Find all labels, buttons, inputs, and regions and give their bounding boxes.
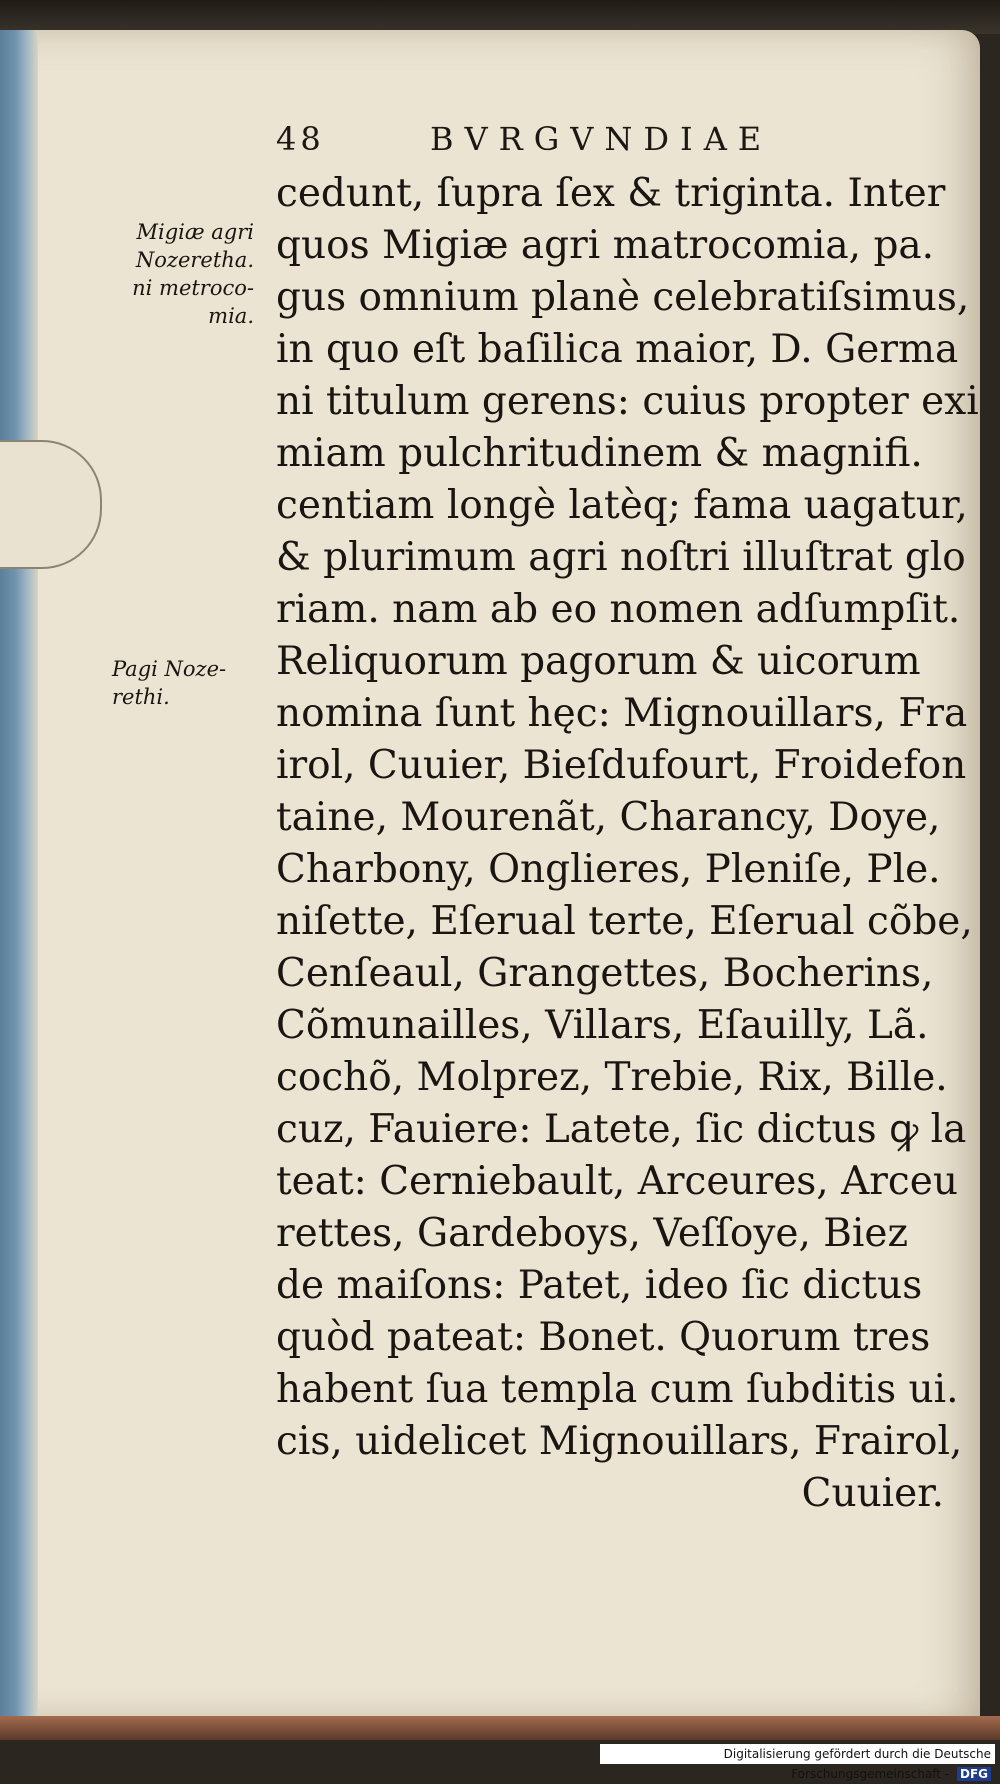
text-line: gus omnium planè celebratiſsimus,	[276, 275, 970, 320]
book-bottom-edge	[0, 1716, 1000, 1740]
text-line: in quo eſt baſilica maior, D. Germa	[276, 327, 959, 372]
dfg-logo: DFG	[957, 1767, 991, 1781]
text-line: quòd pateat: Bonet. Quorum tres	[276, 1315, 931, 1360]
text-line: niſette, Eſerual terte, Eſerual cõbe,	[276, 899, 973, 944]
marginal-line: Migiæ agri	[136, 220, 254, 244]
text-line: Cõmunailles, Villars, Eſauilly, Lã.	[276, 1003, 929, 1048]
marginal-note-2	[88, 655, 278, 711]
text-line: ni titulum gerens: cuius propter exi	[276, 379, 979, 424]
text-line: nomina ſunt hęc: Mignouillars, Fra	[276, 691, 968, 736]
text-line: irol, Cuuier, Bieſdufourt, Froidefon	[276, 743, 967, 788]
marginal-line: mia.	[208, 304, 254, 328]
text-line: teat: Cerniebault, Arceures, Arceu	[276, 1159, 958, 1204]
body-text	[276, 168, 979, 1520]
text-line: cedunt, ſupra ſex & triginta. Inter	[276, 171, 946, 216]
catchword-line: Cuuier.	[801, 1471, 944, 1516]
text-line: & plurimum agri noſtri illuſtrat glo	[276, 535, 966, 580]
marginal-line: ni metroco-	[132, 276, 254, 300]
text-line: Reliquorum pagorum & uicorum	[276, 639, 921, 684]
marginal-note-1	[88, 218, 254, 330]
marginal-line: Nozeretha.	[135, 248, 254, 272]
page-number: 48	[276, 120, 325, 158]
text-line: rettes, Gardeboys, Veſſoye, Biez	[276, 1211, 909, 1256]
marginal-line: Pagi Noze-	[112, 657, 227, 681]
text-line: de maiſons: Patet, ideo ſic dictus	[276, 1263, 923, 1308]
text-line: miam pulchritudinem & magnifi.	[276, 431, 923, 476]
dfg-footer	[600, 1744, 995, 1781]
text-line: Cenſeaul, Grangettes, Bocherins,	[276, 951, 934, 996]
text-line: taine, Mourenãt, Charancy, Doye,	[276, 795, 941, 840]
text-line: Charbony, Onglieres, Pleniſe, Ple.	[276, 847, 941, 892]
footer-text: Digitalisierung gefördert durch die Deutsche Forschungsgemeinschaft -	[723, 1747, 991, 1781]
text-line: centiam longè latèq; fama uagatur,	[276, 483, 968, 528]
text-line: cochõ, Molprez, Trebie, Rix, Bille.	[276, 1055, 948, 1100]
text-line: quos Migiæ agri matrocomia, pa.	[276, 223, 935, 268]
text-line: riam. nam ab eo nomen adſumpſit.	[276, 587, 961, 632]
book-top-edge	[0, 0, 1000, 34]
marginal-line: rethi.	[112, 685, 170, 709]
text-line: cuz, Fauiere: Latete, ſic dictus ꝙ la	[276, 1107, 967, 1152]
running-title: BVRGVNDIAE	[430, 120, 773, 158]
page-header	[276, 120, 916, 160]
text-line: habent ſua templa cum ſubditis ui.	[276, 1367, 959, 1412]
text-line: cis, uidelicet Mignouillars, Frairol,	[276, 1419, 963, 1464]
book-fore-edge	[0, 30, 38, 1730]
